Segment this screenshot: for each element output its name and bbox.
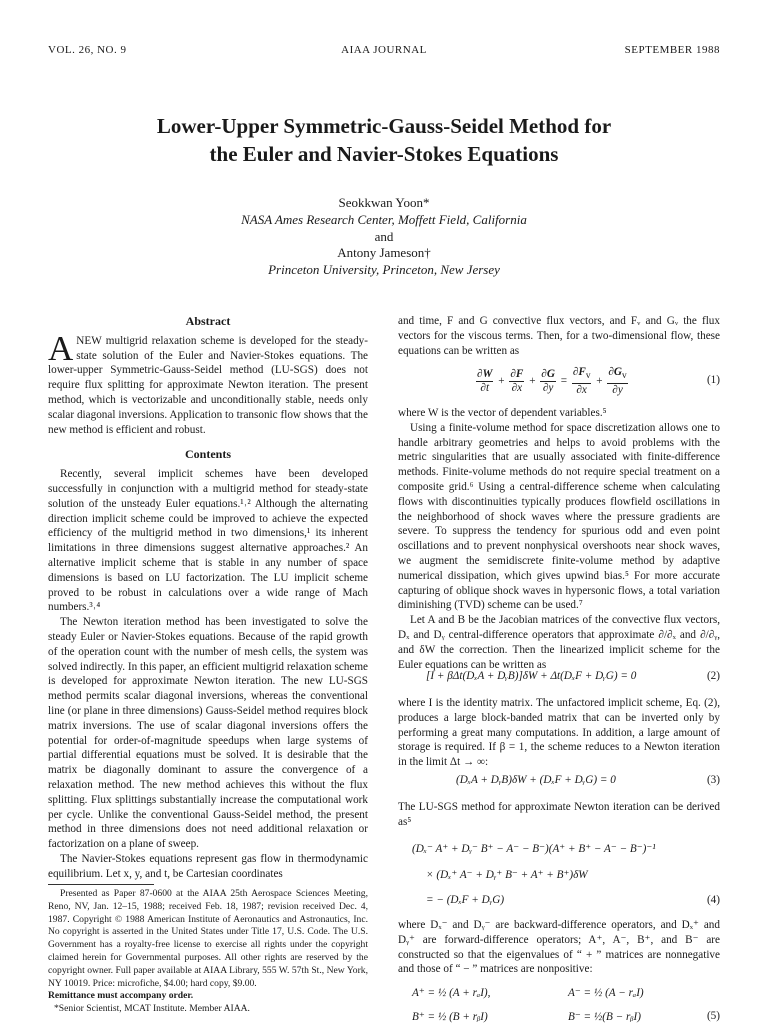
equation-3-number: (3): [706, 774, 720, 786]
contents-paragraph-2: The Newton iteration method has been investigated to solve the steady Euler or Navier-Stokes equations. Because of the rapid growth of the operation count with the number of mesh cells, the system was solved indirectly. In this paper, an efficient multigrid relaxation scheme is developed for approximate Newton iteration. The new LU-SGS method permits scalar diagonal inversions, whereas the conventional line (or plane in three dimensions) Gauss-Seidel method requires block matrix inversions. The use of scalar diagonal inversions offers the potential for order-of-magnitude speedups when large systems of partial differential equations must be solved. It is desirable that the matrix be diagonally dominant to assure the convergence of a relaxation method. The new method achieves this without the flux splitting. Flux splittings substantially increase the computational work per cycle. Unlike the conventional Gauss-Seidel method, the present method in three dimensions does not need additional relaxation or factorization on a plane of sweep.: [48, 616, 368, 851]
right-column-mid: [398, 406, 720, 672]
equation-5-line2-left: B⁺ = ½ (B + rᵦI): [412, 1011, 488, 1023]
equation-1-number: (1): [706, 374, 720, 386]
paper-title-line2: the Euler and Navier-Stokes Equations: [209, 142, 559, 166]
equation-4-number: (4): [706, 894, 720, 906]
equation-3-body: (DₓA + DᵧB)δW + (DₓF + DᵧG) = 0: [456, 774, 616, 786]
abstract-body: NEW multigrid relaxation scheme is developed for the steady-state solution of the Euler and Navier-Stokes equations. The lower-upper Symmetric-Gauss-Seidel method (LU-SGS) does not require flux splitting for approximate Newton iteration. The present method, which is vectorizable and unconditionally stable, needs only scalar diagonal inversions. Application to transonic flow shows that the new method is efficient and robust.: [48, 334, 368, 436]
footnote-main: Presented as Paper 87-0600 at the AIAA 25th Aerospace Sciences Meeting, Reno, NV, Jan. 12–15, 1988; received Feb. 18, 1987; revision received Dec. 4, 1987. Copyright © 1988 American Institute of Aeronautics and Astronautics, Inc. No copyright is asserted in the United States under Title 17, U.S. Code. The U.S. Government has a royalty-free license to exercise all rights under the copyright claimed herein for Governmental purposes. All other rights are reserved by the copyright owner. Full paper available at AIAA Library, 555 W. 57th St., New York, NY 10019. Price: microfiche, $4.00; hard copy, $9.00.: [48, 888, 368, 989]
right-column-top: [398, 314, 720, 358]
affiliation-2: Princeton University, Princeton, New Jersey: [268, 262, 500, 277]
right-paragraph-4: Let A and B be the Jacobian matrices of the convective flux vectors, Dₓ and Dᵧ central-difference operators that approximate ∂/∂ₓ and ∂/∂ᵧ, and δW the correction. Then the linearized implicit scheme for the Euler equations can be written as: [398, 614, 720, 671]
affiliation-1: NASA Ames Research Center, Moffett Field, California: [241, 212, 527, 227]
equation-5-number: (5): [706, 1010, 720, 1022]
header-volume: VOL. 26, NO. 9: [48, 44, 127, 56]
equation-4-line3: = − (DₓF + DᵧG): [426, 894, 505, 906]
equation-2-body: [I + βΔt(DₓA + DᵧB)]δW + Δt(DₓF + DᵧG) = 0: [426, 670, 637, 682]
footnote-rule: [48, 884, 154, 885]
footnote-remittance: Remittance must accompany order.: [48, 990, 194, 1002]
contents-paragraph-1: Recently, several implicit schemes have been developed successfully in conjunction with a multigrid method for steady-state solution of the unsteady Euler equations.¹˒² Although the alternating direction implicit scheme could be improved to achieve the expected efficiency of the multigrid method in two dimensions,¹ its inherent limitations in three dimensions suggest alternative approaches.² An alternative implicit scheme that is stable in any number of space dimensions is based on LU factorization. The LU implicit scheme proved to be robust in calculations over a wide range of Mach numbers.³˒⁴: [48, 468, 368, 614]
right-paragraph-5: where I is the identity matrix. The unfactored implicit scheme, Eq. (2), produces a large block-banded matrix that can be inverted only by performing a great many computations. In addition, a large amount of storage is required. If β = 1, the scheme reduces to a Newton iteration in the limit Δt → ∞:: [398, 697, 720, 769]
equation-1: [398, 360, 720, 404]
header-journal: AIAA JOURNAL: [341, 44, 427, 56]
right-paragraph-2: where W is the vector of dependent variables.⁵: [398, 407, 607, 419]
header-date: SEPTEMBER 1988: [624, 44, 720, 56]
equation-1-body: $\frac{\partial W}{\partial t}$ + $\frac{\partial F}{\partial x}$ + $\frac{\partial G}{\partial y}$ = $\frac{\partial F_v}{\partial x}$ + $\frac{\partial G_v}{\partial y}$: [477, 366, 627, 397]
paper-title-line1: Lower-Upper Symmetric-Gauss-Seidel Method for: [156, 114, 612, 138]
contents-paragraph-3: The Navier-Stokes equations represent gas flow in thermodynamic equilibrium. Let x, y, and t, be Cartesian coordinates: [48, 852, 368, 880]
equation-5: [398, 986, 720, 1024]
right-paragraph-3: Using a finite-volume method for space discretization allows one to handle arbitrary geometries and helps to avoid problems with the metric singularities that are usually associated with finite-difference methods. Finite-volume methods do not require special treatment on a composite grid.⁶ Using a central-difference scheme when calculating flows with discontinuities typically produces flowfield oscillations in the neighborhood of shock waves where the pressure gradients are severe. To suppress the tendency for spurious odd and even point oscillations and to prevent nonphysical overshoots near shock waves, we augment the semidiscrete finite-volume method by adaptive numerical dissipation, which gives upwind bias.⁵ For more accurate capturing of oblique shock waves in hypersonic flows, a total variation diminishing (TVD) scheme can be used.⁷: [398, 421, 720, 612]
author-1: Seokkwan Yoon*: [338, 195, 430, 210]
left-column: [48, 314, 368, 881]
right-paragraph-1: and time, F and G convective flux vectors, and Fᵥ and Gᵥ the flux vectors for the viscous terms. Then, for a two-dimensional flow, these equations can be written as: [398, 315, 720, 357]
right-column-p7: [398, 918, 720, 977]
author-2: Antony Jameson†: [337, 245, 431, 260]
footnote: [48, 888, 368, 1016]
equation-3: [398, 774, 720, 792]
equation-4: [398, 842, 720, 914]
contents-heading: Contents: [184, 447, 231, 462]
equation-5-line1-left: A⁺ = ½ (A + rₐI),: [412, 987, 491, 999]
abstract-heading: Abstract: [185, 314, 231, 328]
right-column-p5: [398, 696, 720, 770]
footnote-senior: *Senior Scientist, MCAT Institute. Member AIAA.: [54, 1003, 250, 1015]
equation-2-number: (2): [706, 670, 720, 682]
right-paragraph-7: where Dₓ⁻ and Dᵧ⁻ are backward-difference operators, and Dₓ⁺ and Dᵧ⁺ are forward-difference operators; A⁺, A⁻, B⁺, and B⁻ are constructed so that the eigenvalues of “ + ” matrices are nonnegative and those of “ − ” matrices are nonpositive:: [398, 919, 720, 976]
equation-5-line1-right: A⁻ = ½ (A − rₐI): [568, 987, 644, 999]
equation-4-line2: × (Dₓ⁺ A⁻ + Dᵧ⁺ B⁻ + A⁺ + B⁺)δW: [426, 869, 588, 881]
equation-2: [398, 670, 720, 688]
abstract-dropcap: A: [48, 328, 74, 368]
equation-4-line1: (Dₓ⁻ A⁺ + Dᵧ⁻ B⁺ − A⁻ − B⁻)(A⁺ + B⁺ − A⁻ − B⁻)⁻¹: [412, 843, 656, 855]
equation-5-line2-right: B⁻ = ½(B − rᵦI): [568, 1011, 641, 1023]
abstract-text: [48, 328, 368, 438]
author-and: and: [374, 229, 394, 244]
right-column-p6: [398, 800, 720, 830]
right-paragraph-6: The LU-SGS method for approximate Newton iteration can be derived as⁵: [398, 801, 720, 828]
